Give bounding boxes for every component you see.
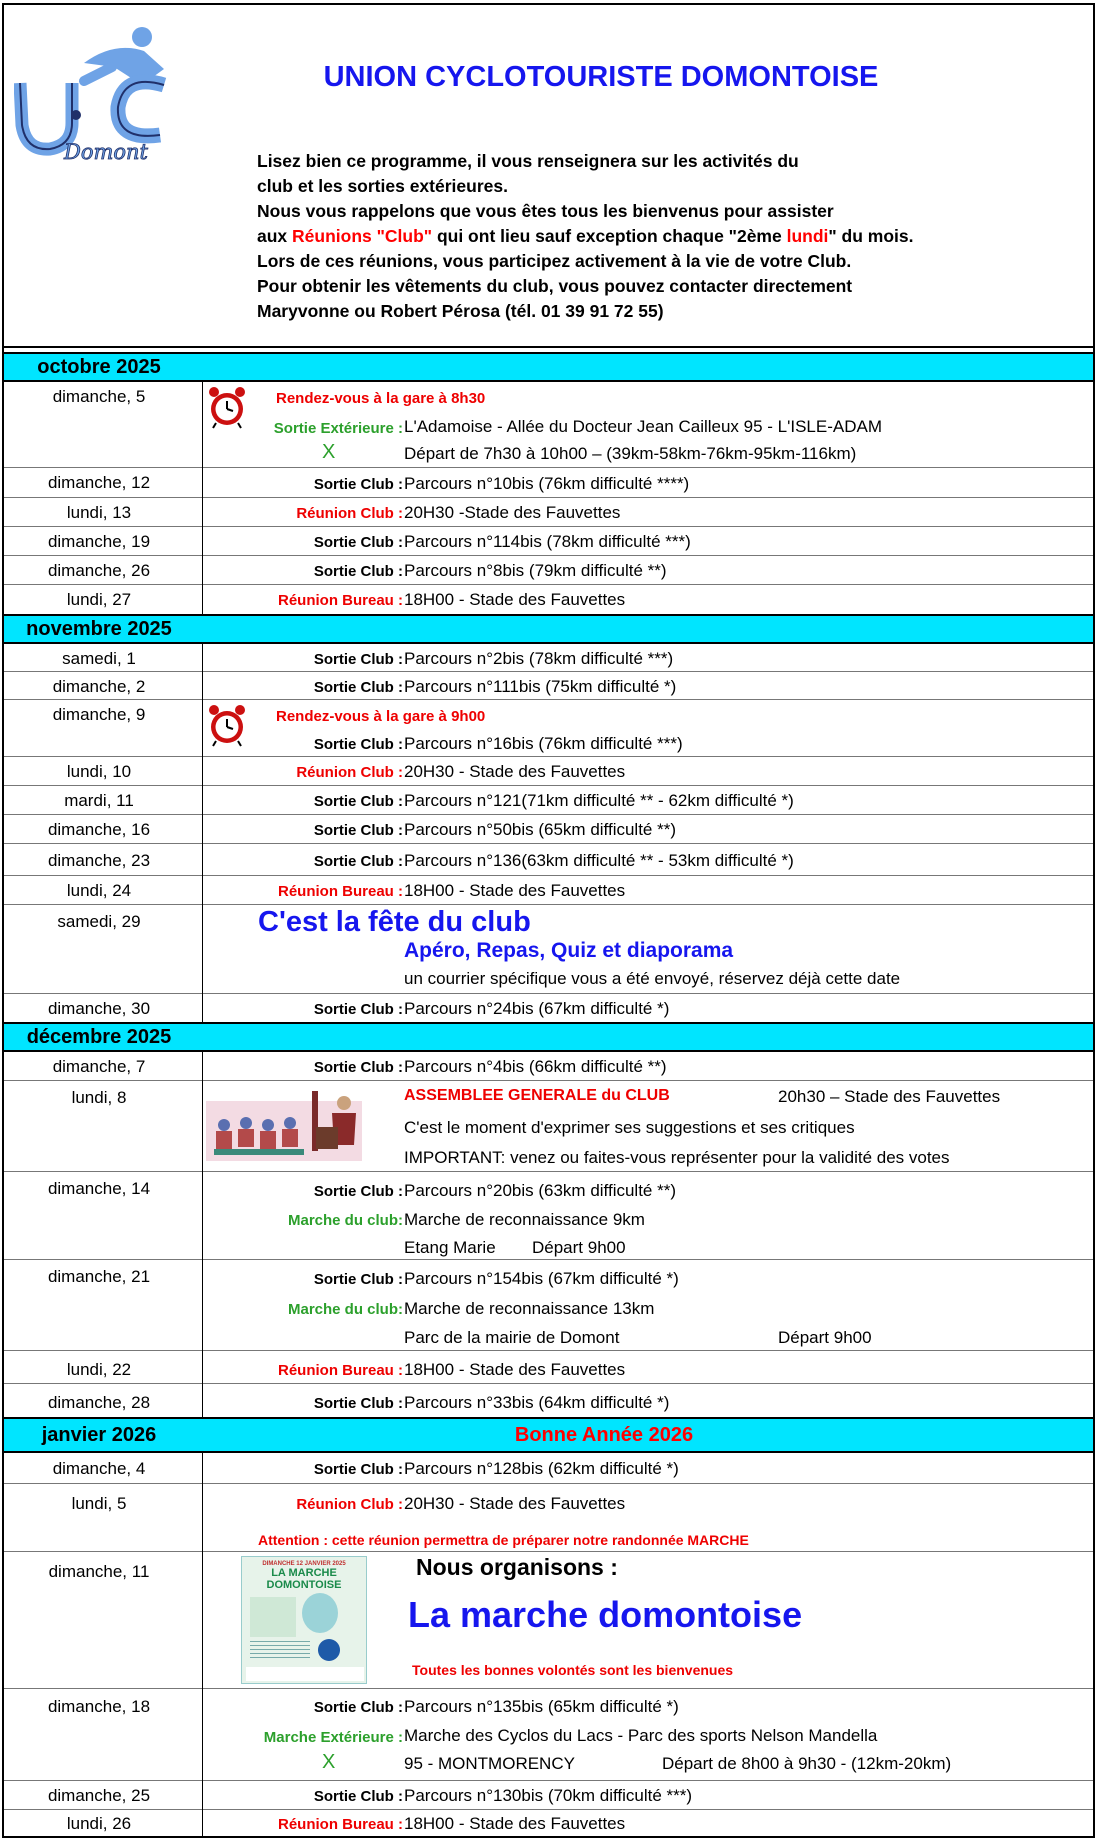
table-row — [4, 1689, 1093, 1781]
label-reunion-club: Réunion Club : — [296, 764, 403, 781]
label-reunion-bureau: Réunion Bureau : — [277, 1816, 403, 1833]
event-text: Parcours n°154bis (67km difficulté *) — [404, 1269, 679, 1288]
event-text: Départ de 7h30 à 10h00 – (39km-58km-76km-95km-116km) — [404, 444, 857, 463]
row-date: samedi, 29 — [57, 912, 141, 931]
assembly-meeting-illustration — [204, 1083, 364, 1163]
table-row — [4, 844, 1093, 876]
svg-text:Domont: Domont — [64, 140, 148, 163]
event-text: Parcours n°24bis (67km difficulté *) — [404, 999, 670, 1018]
event-text: un courrier spécifique vous a été envoyé, réservez déjà cette date — [404, 969, 901, 988]
rendezvous-text: Rendez-vous à la gare à 9h00 — [276, 708, 486, 725]
table-row — [4, 527, 1093, 556]
table-row — [4, 876, 1093, 905]
label-marche-club: Marche du club: — [287, 1212, 403, 1229]
event-text: C'est le moment d'exprimer ses suggestions et ses critiques — [404, 1118, 855, 1137]
label-sortie-club: Sortie Club : — [313, 822, 403, 839]
event-text: Parcours n°33bis (64km difficulté *) — [404, 1393, 670, 1412]
poster-date: DIMANCHE 12 JANVIER 2025 — [262, 1561, 346, 1567]
row-date: dimanche, 23 — [47, 851, 151, 870]
row-date: dimanche, 25 — [47, 1786, 151, 1805]
event-text: Départ 9h00 — [532, 1238, 626, 1257]
table-row — [4, 1810, 1093, 1836]
intro-line: aux Réunions "Club" qui ont lieu sauf exception chaque "2ème lundi" du mois. — [257, 226, 914, 246]
table-row — [4, 498, 1093, 527]
label-sortie-club: Sortie Club : — [313, 1461, 403, 1478]
month-header-decembre: décembre 2025 — [4, 1022, 1093, 1052]
row-date: dimanche, 18 — [47, 1697, 151, 1716]
table-row — [4, 1781, 1093, 1810]
event-text: Parcours n°121(71km difficulté ** - 62km difficulté *) — [404, 791, 794, 810]
row-date: dimanche, 16 — [47, 820, 151, 839]
table-row — [4, 1453, 1093, 1484]
intro-line: Pour obtenir les vêtements du club, vous pouvez contacter directement — [257, 276, 853, 296]
marche-domontoise-heading: La marche domontoise — [408, 1594, 803, 1635]
row-date: dimanche, 21 — [47, 1267, 151, 1286]
row-date: dimanche, 11 — [48, 1562, 150, 1581]
row-date: dimanche, 19 — [47, 532, 151, 551]
event-text: 18H00 - Stade des Fauvettes — [404, 590, 626, 609]
event-text: Marche des Cyclos du Lacs - Parc des sports Nelson Mandella — [404, 1726, 878, 1745]
table-row — [4, 585, 1093, 614]
bonne-annee-text: Bonne Année 2026 — [514, 1424, 694, 1446]
event-text: Etang Marie — [404, 1238, 496, 1257]
table-row — [4, 1552, 1093, 1689]
fete-subheading: Apéro, Repas, Quiz et diaporama — [404, 939, 734, 962]
row-date: lundi, 24 — [66, 881, 132, 900]
row-date: dimanche, 12 — [47, 473, 151, 492]
table-row — [4, 1260, 1093, 1351]
event-text: 20H30 - Stade des Fauvettes — [404, 762, 626, 781]
event-text: L'Adamoise - Allée du Docteur Jean Cailleux 95 - L'ISLE-ADAM — [404, 417, 883, 436]
alarm-clock-icon — [206, 385, 248, 429]
row-date: dimanche, 2 — [52, 677, 146, 696]
row-date: lundi, 27 — [66, 590, 132, 609]
event-text: Parcours n°2bis (78km difficulté ***) — [404, 649, 674, 668]
event-text: IMPORTANT: venez ou faites-vous représenter pour la validité des votes — [404, 1148, 950, 1167]
event-text: 95 - MONTMORENCY — [404, 1754, 575, 1773]
row-date: lundi, 22 — [66, 1360, 132, 1379]
rendezvous-text: Rendez-vous à la gare à 8h30 — [276, 390, 486, 407]
table-row — [4, 786, 1093, 815]
row-date: dimanche, 4 — [52, 1459, 146, 1478]
label-reunion-bureau: Réunion Bureau : — [277, 883, 403, 900]
label-reunion-bureau: Réunion Bureau : — [277, 592, 403, 609]
table-row — [4, 556, 1093, 585]
organisons-heading: Nous organisons : — [416, 1554, 618, 1580]
event-text: Parcours n°135bis (65km difficulté *) — [404, 1697, 679, 1716]
label-reunion-bureau: Réunion Bureau : — [277, 1362, 403, 1379]
assemblee-heading: ASSEMBLEE GENERALE du CLUB — [404, 1087, 670, 1104]
event-text: Parcours n°16bis (76km difficulté ***) — [404, 734, 683, 753]
label-sortie-club: Sortie Club : — [313, 476, 403, 493]
table-row — [4, 672, 1093, 700]
label-sortie-club: Sortie Club : — [313, 563, 403, 580]
row-date: dimanche, 5 — [52, 387, 146, 406]
table-row — [4, 905, 1093, 994]
table-row — [4, 1172, 1093, 1260]
row-date: lundi, 13 — [66, 503, 132, 522]
event-text: 18H00 - Stade des Fauvettes — [404, 881, 626, 900]
event-text: Parcours n°8bis (79km difficulté **) — [404, 561, 667, 580]
row-date: dimanche, 30 — [47, 999, 151, 1018]
label-marche-club: Marche du club: — [287, 1301, 403, 1318]
table-row — [4, 468, 1093, 498]
label-sortie-club: Sortie Club : — [313, 736, 403, 753]
table-row — [4, 644, 1093, 672]
row-date: dimanche, 14 — [47, 1179, 151, 1198]
label-sortie-exterieure: Sortie Extérieure : — [273, 420, 403, 437]
row-date: dimanche, 7 — [52, 1057, 146, 1076]
intro-line: Nous vous rappelons que vous êtes tous les bienvenus pour assister — [257, 201, 834, 221]
alarm-clock-icon — [206, 703, 248, 747]
event-text: Parcours n°114bis (78km difficulté ***) — [404, 532, 691, 551]
label-sortie-club: Sortie Club : — [313, 1699, 403, 1716]
event-text: Parcours n°50bis (65km difficulté **) — [404, 820, 676, 839]
row-date: dimanche, 26 — [47, 561, 151, 580]
x-mark: X — [322, 1751, 336, 1773]
row-date: lundi, 10 — [66, 762, 132, 781]
table-row — [4, 700, 1093, 757]
table-row — [4, 1351, 1093, 1384]
table-row — [4, 757, 1093, 786]
page-title: UNION CYCLOTOURISTE DOMONTOISE — [323, 61, 879, 93]
label-reunion-club: Réunion Club : — [296, 505, 403, 522]
event-text: 18H00 - Stade des Fauvettes — [404, 1814, 626, 1833]
label-sortie-club: Sortie Club : — [313, 1059, 403, 1076]
table-row — [4, 1052, 1093, 1081]
marche-poster-image — [241, 1556, 367, 1684]
volontes-text: Toutes les bonnes volontés sont les bienvenues — [412, 1662, 734, 1678]
table-row — [4, 1081, 1093, 1172]
row-date: lundi, 26 — [66, 1814, 132, 1833]
label-sortie-club: Sortie Club : — [313, 534, 403, 551]
label-reunion-club: Réunion Club : — [296, 1496, 403, 1513]
event-text: Parcours n°10bis (76km difficulté ****) — [404, 474, 690, 493]
event-text: Marche de reconnaissance 13km — [404, 1299, 655, 1318]
month-header-janvier: janvier 2026 Bonne Année 2026 — [4, 1417, 1093, 1453]
label-sortie-club: Sortie Club : — [313, 1001, 403, 1018]
table-row — [4, 815, 1093, 844]
event-text: 20h30 – Stade des Fauvettes — [778, 1087, 1001, 1106]
label-marche-exterieure: Marche Extérieure : — [263, 1729, 403, 1746]
row-date: lundi, 8 — [71, 1088, 127, 1107]
intro-line: Lors de ces réunions, vous participez activement à la vie de votre Club. — [257, 251, 852, 271]
label-sortie-club: Sortie Club : — [313, 1788, 403, 1805]
event-text: Parcours n°130bis (70km difficulté ***) — [404, 1786, 693, 1805]
month-header-octobre: octobre 2025 — [4, 352, 1093, 382]
event-text: Parcours n°20bis (63km difficulté **) — [404, 1181, 676, 1200]
row-date: lundi, 5 — [71, 1494, 127, 1513]
label-sortie-club: Sortie Club : — [313, 679, 403, 696]
row-date: mardi, 11 — [64, 791, 134, 810]
label-sortie-club: Sortie Club : — [313, 1271, 403, 1288]
table-row — [4, 1484, 1093, 1552]
label-sortie-club: Sortie Club : — [313, 853, 403, 870]
intro-line: club et les sorties extérieures. — [257, 176, 508, 196]
event-text: Départ de 8h00 à 9h30 - (12km-20km) — [662, 1754, 952, 1773]
event-text: 18H00 - Stade des Fauvettes — [404, 1360, 626, 1379]
event-text: Parcours n°111bis (75km difficulté *) — [404, 677, 677, 696]
month-header-novembre: novembre 2025 — [4, 614, 1093, 644]
event-text: Parcours n°128bis (62km difficulté *) — [404, 1459, 679, 1478]
label-sortie-club: Sortie Club : — [313, 1395, 403, 1412]
label-sortie-club: Sortie Club : — [313, 793, 403, 810]
table-row — [4, 382, 1093, 468]
table-row — [4, 994, 1093, 1022]
event-text: Parcours n°136(63km difficulté ** - 53km difficulté *) — [404, 851, 794, 870]
fete-heading: C'est la fête du club — [258, 906, 531, 938]
label-sortie-club: Sortie Club : — [313, 1183, 403, 1200]
row-date: samedi, 1 — [62, 649, 136, 668]
attention-text: Attention : cette réunion permettra de préparer notre randonnée MARCHE — [258, 1532, 749, 1548]
event-text: 20H30 -Stade des Fauvettes — [404, 503, 621, 522]
row-date: dimanche, 28 — [47, 1393, 151, 1412]
event-text: Parcours n°4bis (66km difficulté **) — [404, 1057, 667, 1076]
event-text: Parc de la mairie de Domont — [404, 1328, 620, 1347]
row-date: dimanche, 9 — [52, 705, 146, 724]
intro-line: Maryvonne ou Robert Pérosa (tél. 01 39 91 72 55) — [257, 301, 664, 321]
event-text: Départ 9h00 — [778, 1328, 872, 1347]
event-text: 20H30 - Stade des Fauvettes — [404, 1494, 626, 1513]
label-sortie-club: Sortie Club : — [313, 651, 403, 668]
intro-line: Lisez bien ce programme, il vous renseignera sur les activités du — [257, 151, 799, 171]
header — [2, 3, 1095, 348]
table-row — [4, 1384, 1093, 1417]
x-mark: X — [322, 441, 336, 463]
poster-title: LA MARCHE DOMONTOISE — [266, 1567, 342, 1591]
intro-text — [257, 149, 914, 324]
event-text: Marche de reconnaissance 9km — [404, 1210, 645, 1229]
